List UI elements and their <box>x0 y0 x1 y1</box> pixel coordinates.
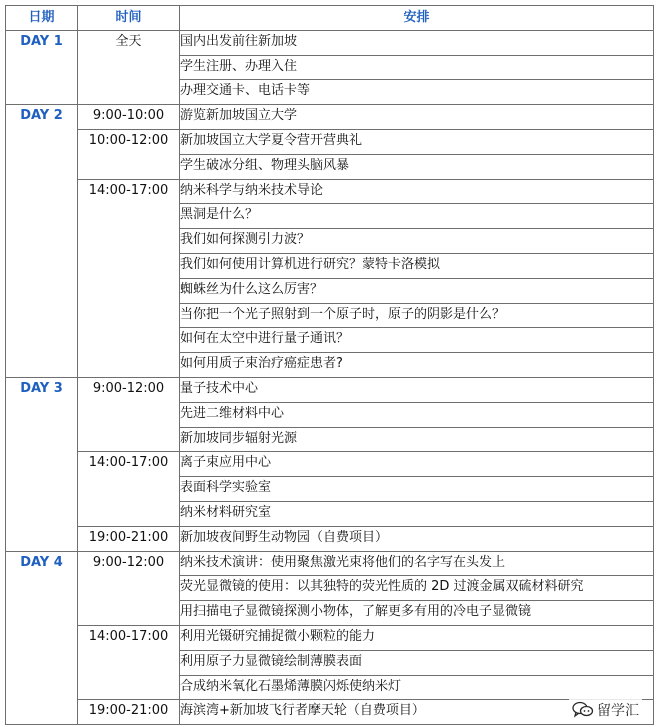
activity-item: 表面科学实验室 <box>180 477 654 502</box>
activity-item: 利用原子力显微镜绘制薄膜表面 <box>180 650 654 675</box>
schedule-table <box>5 5 654 725</box>
activity-item: 如何在太空中进行量子通讯？ <box>180 328 654 353</box>
day-label: DAY 4 <box>6 551 78 725</box>
header-plan: 安排 <box>180 6 654 31</box>
activity-item: 新加坡同步辐射光源 <box>180 427 654 452</box>
activity-item: 我们如何探测引力波？ <box>180 229 654 254</box>
activity-item: 离子束应用中心 <box>180 452 654 477</box>
schedule-row <box>6 551 654 576</box>
day-label: DAY 1 <box>6 30 78 104</box>
header-row <box>6 6 654 31</box>
activity-item: 先进二维材料中心 <box>180 402 654 427</box>
activity-item: 用扫描电子显微镜探测小物体，了解更多有用的冷电子显微镜 <box>180 601 654 626</box>
day-label: DAY 2 <box>6 105 78 378</box>
activity-item: 蜘蛛丝为什么这么厉害？ <box>180 278 654 303</box>
time-slot: 全天 <box>78 30 180 104</box>
schedule-row <box>6 526 654 551</box>
activity-item: 国内出发前往新加坡 <box>180 30 654 55</box>
activity-item: 游览新加坡国立大学 <box>180 105 654 130</box>
activity-item: 新加坡国立大学夏令营开营典礼 <box>180 129 654 154</box>
activity-item: 当你把一个光子照射到一个原子时，原子的阴影是什么？ <box>180 303 654 328</box>
schedule-row <box>6 377 654 402</box>
time-slot: 10:00-12:00 <box>78 129 180 179</box>
activity-item: 学生破冰分组、物理头脑风暴 <box>180 154 654 179</box>
schedule-row <box>6 625 654 650</box>
day-label: DAY 3 <box>6 377 78 551</box>
schedule-row <box>6 129 654 154</box>
activity-item: 黑洞是什么？ <box>180 204 654 229</box>
activity-item: 纳米材料研究室 <box>180 501 654 526</box>
time-slot: 19:00-21:00 <box>78 700 180 725</box>
schedule-row <box>6 700 654 725</box>
chat-bubble-icon <box>572 701 594 719</box>
activity-item: 利用光镊研究捕捉微小颗粒的能力 <box>180 625 654 650</box>
activity-item: 合成纳米氧化石墨烯薄膜闪烁使纳米灯 <box>180 675 654 700</box>
activity-item: 新加坡夜间野生动物园（自费项目） <box>180 526 654 551</box>
activity-item: 海滨湾+新加坡飞行者摩天轮（自费项目） <box>180 700 654 725</box>
schedule-row <box>6 105 654 130</box>
watermark <box>569 699 642 721</box>
activity-item: 办理交通卡、电话卡等 <box>180 80 654 105</box>
schedule-row <box>6 30 654 55</box>
activity-item: 纳米技术演讲：使用聚焦激光束将他们的名字写在头发上 <box>180 551 654 576</box>
activity-item: 学生注册、办理入住 <box>180 55 654 80</box>
time-slot: 14:00-17:00 <box>78 452 180 526</box>
header-date: 日期 <box>6 6 78 31</box>
activity-item: 荧光显微镜的使用：以其独特的荧光性质的 2D 过渡金属双硫材料研究 <box>180 576 654 601</box>
activity-item: 我们如何使用计算机进行研究？蒙特卡洛模拟 <box>180 253 654 278</box>
time-slot: 19:00-21:00 <box>78 526 180 551</box>
watermark-text: 留学汇 <box>597 703 639 719</box>
time-slot: 9:00-10:00 <box>78 105 180 130</box>
time-slot: 9:00-12:00 <box>78 377 180 451</box>
time-slot: 9:00-12:00 <box>78 551 180 625</box>
header-time: 时间 <box>78 6 180 31</box>
schedule-row <box>6 179 654 204</box>
time-slot: 14:00-17:00 <box>78 179 180 377</box>
activity-item: 如何用质子束治疗癌症患者? <box>180 353 654 378</box>
time-slot: 14:00-17:00 <box>78 625 180 699</box>
schedule-row <box>6 452 654 477</box>
activity-item: 纳米科学与纳米技术导论 <box>180 179 654 204</box>
activity-item: 量子技术中心 <box>180 377 654 402</box>
